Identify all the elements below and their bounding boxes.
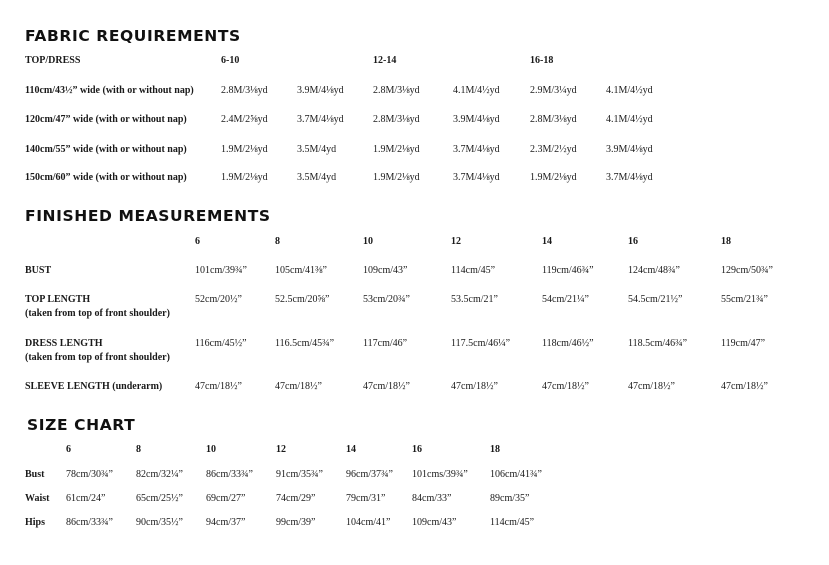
size-chart-cell: 91cm/35¾” — [276, 469, 323, 480]
fabric-row-label: 110cm/43½” wide (with or without nap) — [25, 85, 194, 96]
size-chart-size-header: 14 — [346, 444, 356, 455]
fabric-size-6-10: 6-10 — [221, 55, 240, 66]
finished-cell: 47cm/18½” — [628, 381, 675, 392]
size-chart-cell: 94cm/37” — [206, 517, 246, 528]
finished-cell: 116cm/45½” — [195, 338, 247, 349]
fabric-cell: 2.3M/2½yd — [530, 144, 577, 155]
finished-row-sublabel: (taken from top of front shoulder) — [25, 352, 170, 363]
size-chart-cell: 89cm/35” — [490, 493, 530, 504]
finished-row-sublabel: (taken from top of front shoulder) — [25, 308, 170, 319]
fabric-size-12-14: 12-14 — [373, 55, 397, 66]
size-chart-cell: 96cm/37¾” — [346, 469, 393, 480]
finished-cell: 117cm/46” — [363, 338, 408, 349]
finished-row-label: SLEEVE LENGTH (underarm) — [25, 381, 163, 392]
fabric-size-16-18: 16-18 — [530, 55, 554, 66]
finished-cell: 47cm/18½” — [721, 381, 768, 392]
fabric-cell: 2.8M/3⅛yd — [221, 85, 268, 96]
fabric-cell: 1.9M/2⅛yd — [221, 144, 268, 155]
finished-cell: 47cm/18½” — [542, 381, 589, 392]
fabric-cell: 4.1M/4½yd — [606, 114, 653, 125]
fabric-header-label: TOP/DRESS — [25, 55, 81, 66]
finished-cell: 47cm/18½” — [195, 381, 242, 392]
finished-cell: 129cm/50¾” — [721, 265, 773, 276]
finished-cell: 101cm/39¾” — [195, 265, 247, 276]
size-chart-cell: 90cm/35½” — [136, 517, 183, 528]
fabric-cell: 2.8M/3⅛yd — [373, 85, 420, 96]
size-chart-cell: 99cm/39” — [276, 517, 316, 528]
size-chart-cell: 104cm/41” — [346, 517, 391, 528]
fabric-cell: 3.7M/4⅛yd — [453, 172, 500, 183]
fabric-cell: 3.5M/4yd — [297, 172, 337, 183]
size-chart-cell: 79cm/31” — [346, 493, 386, 504]
size-chart-cell: 61cm/24” — [66, 493, 106, 504]
finished-cell: 47cm/18½” — [275, 381, 322, 392]
finished-cell: 47cm/18½” — [451, 381, 498, 392]
finished-cell: 117.5cm/46¼” — [451, 338, 511, 349]
fabric-cell: 2.4M/2⅝yd — [221, 114, 268, 125]
finished-cell: 109cm/43” — [363, 265, 408, 276]
size-chart-cell: 74cm/29” — [276, 493, 316, 504]
size-chart-cell: 106cm/41¾” — [490, 469, 542, 480]
size-chart-size-header: 10 — [206, 444, 216, 455]
fabric-cell: 1.9M/2⅛yd — [373, 144, 420, 155]
fabric-cell: 2.9M/3¼yd — [530, 85, 577, 96]
size-chart-size-header: 6 — [66, 444, 71, 455]
finished-cell: 118cm/46½” — [542, 338, 594, 349]
finished-measurements-title: FINISHED MEASUREMENTS — [25, 207, 271, 225]
size-chart-size-header: 18 — [490, 444, 500, 455]
size-chart-row-label: Hips — [25, 517, 46, 528]
finished-cell: 52cm/20½” — [195, 294, 242, 305]
finished-cell: 116.5cm/45¾” — [275, 338, 335, 349]
fabric-requirements-title: FABRIC REQUIREMENTS — [25, 27, 241, 45]
fabric-cell: 1.9M/2⅛yd — [530, 172, 577, 183]
fabric-cell: 2.8M/3⅛yd — [530, 114, 577, 125]
finished-size-header: 14 — [542, 236, 552, 247]
fabric-row-label: 150cm/60” wide (with or without nap) — [25, 172, 187, 183]
finished-size-header: 16 — [628, 236, 638, 247]
size-chart-size-header: 8 — [136, 444, 141, 455]
fabric-cell: 4.1M/4½yd — [606, 85, 653, 96]
fabric-row-label: 120cm/47” wide (with or without nap) — [25, 114, 187, 125]
fabric-cell: 3.7M/4⅛yd — [453, 144, 500, 155]
size-chart-cell: 86cm/33¾” — [66, 517, 113, 528]
size-chart-cell: 101cms/39¾” — [412, 469, 468, 480]
fabric-cell: 3.9M/4⅛yd — [606, 144, 653, 155]
size-chart-cell: 114cm/45” — [490, 517, 535, 528]
finished-row-label: TOP LENGTH — [25, 294, 91, 305]
finished-cell: 119cm/47” — [721, 338, 766, 349]
finished-size-header: 10 — [363, 236, 373, 247]
fabric-cell: 4.1M/4½yd — [453, 85, 500, 96]
size-chart-cell: 84cm/33” — [412, 493, 452, 504]
finished-cell: 53.5cm/21” — [451, 294, 498, 305]
finished-cell: 119cm/46¾” — [542, 265, 594, 276]
finished-cell: 105cm/41⅜” — [275, 265, 327, 276]
size-chart-cell: 109cm/43” — [412, 517, 457, 528]
finished-cell: 118.5cm/46¾” — [628, 338, 688, 349]
fabric-cell: 1.9M/2⅛yd — [373, 172, 420, 183]
finished-cell: 47cm/18½” — [363, 381, 410, 392]
size-chart-cell: 86cm/33¾” — [206, 469, 253, 480]
finished-cell: 54.5cm/21½” — [628, 294, 683, 305]
finished-size-header: 12 — [451, 236, 461, 247]
finished-row-label: DRESS LENGTH — [25, 338, 103, 349]
size-chart-row-label: Bust — [25, 469, 45, 480]
finished-size-header: 18 — [721, 236, 731, 247]
fabric-cell: 2.8M/3⅛yd — [373, 114, 420, 125]
fabric-cell: 3.7M/4⅛yd — [297, 114, 344, 125]
fabric-cell: 3.7M/4⅛yd — [606, 172, 653, 183]
size-chart-title: SIZE CHART — [27, 416, 136, 434]
finished-size-header: 8 — [275, 236, 280, 247]
fabric-cell: 3.9M/4⅛yd — [297, 85, 344, 96]
size-chart-row-label: Waist — [25, 493, 50, 504]
fabric-cell: 3.9M/4⅛yd — [453, 114, 500, 125]
finished-cell: 53cm/20¾” — [363, 294, 410, 305]
finished-cell: 54cm/21¼” — [542, 294, 589, 305]
finished-row-label: BUST — [25, 265, 52, 276]
size-chart-cell: 82cm/32¼” — [136, 469, 183, 480]
finished-cell: 55cm/21¾” — [721, 294, 768, 305]
size-chart-cell: 65cm/25½” — [136, 493, 183, 504]
fabric-cell: 3.5M/4yd — [297, 144, 337, 155]
size-chart-cell: 78cm/30¾” — [66, 469, 113, 480]
finished-cell: 114cm/45” — [451, 265, 496, 276]
fabric-cell: 1.9M/2⅛yd — [221, 172, 268, 183]
finished-size-header: 6 — [195, 236, 200, 247]
size-chart-cell: 69cm/27” — [206, 493, 246, 504]
finished-cell: 52.5cm/20⅝” — [275, 294, 330, 305]
size-chart-size-header: 16 — [412, 444, 422, 455]
finished-cell: 124cm/48¾” — [628, 265, 680, 276]
size-chart-size-header: 12 — [276, 444, 286, 455]
fabric-row-label: 140cm/55” wide (with or without nap) — [25, 144, 187, 155]
